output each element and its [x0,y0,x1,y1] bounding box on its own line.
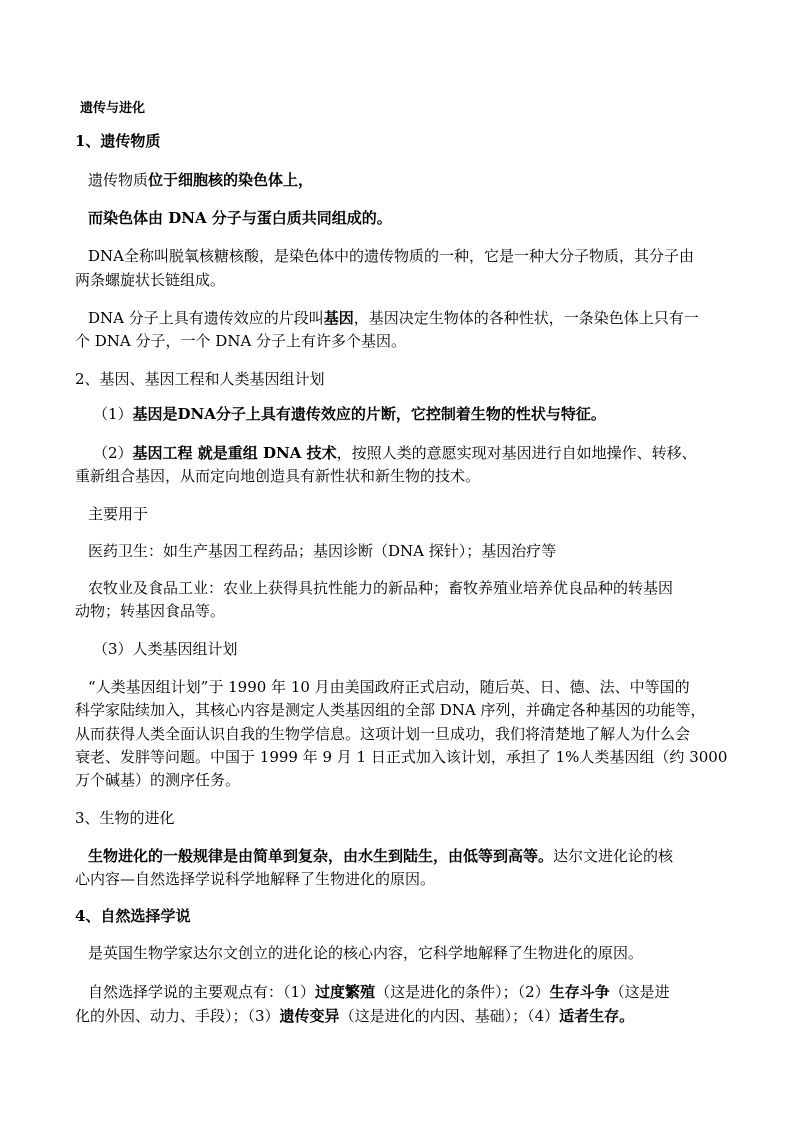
s2-hgp-line-4: 衰老、发胖等问题。中国于 1999 年 9 月 1 日正式加入该计划，承担了 1%人类基因组（约 3000 [75,748,728,766]
s1-paragraph-4-line-2: 个 DNA 分子，一个 DNA 分子上有许多个基因。 [75,332,407,350]
doc-title: 遗传与进化 [80,101,146,116]
s4-paragraph-2-line-1: 自然选择学说的主要观点有：（1）过度繁殖（这是进化的条件）；（2）生存斗争（这是进 [88,983,670,1001]
s2-hgp-line-5: 万个碱基）的测序任务。 [75,771,241,789]
s2-hgp-line-1: “人类基因组计划”于 1990 年 10 月由美国政府正式启动，随后英、日、德、法、中等国的 [88,678,690,696]
s1-paragraph-3-line-2: 两条螺旋状长链组成。 [75,271,226,289]
s2-item-2-line-2: 重新组合基因，从而定向地创造具有新性状和新生物的技术。 [75,467,481,485]
section-1-heading: 1、遗传物质 [75,132,161,150]
s2-use-2-line-2: 动物；转基因食品等。 [75,602,226,620]
s2-item-3: （3）人类基因组计划 [93,640,238,658]
s1-paragraph-4-line-1: DNA 分子上具有遗传效应的片段叫基因，基因决定生物体的各种性状，一条染色体上只有一 [88,309,699,327]
s3-paragraph-line-2: 心内容—自然选择学说科学地解释了生物进化的原因。 [75,870,436,888]
s1-paragraph-2: 而染色体由 DNA 分子与蛋白质共同组成的。 [88,209,392,227]
s1-paragraph-1: 遗传物质位于细胞核的染色体上， [88,171,314,189]
s1-paragraph-3-line-1: DNA全称叫脱氧核糖核酸，是染色体中的遗传物质的一种，它是一种大分子物质，其分子由 [88,247,694,265]
s2-hgp-line-3: 从而获得人类全面认识自我的生物学信息。这项计划一旦成功，我们将清楚地了解人为什么会 [75,725,691,743]
s2-item-1: （1）基因是DNA分子上具有遗传效应的片断，它控制着生物的性状与特征。 [93,405,606,423]
s2-hgp-line-2: 科学家陆续加入，其核心内容是测定人类基因组的全部 DNA 序列，并确定各种基因的功能等， [75,701,706,719]
section-3-heading: 3、生物的进化 [75,809,175,827]
section-4-heading: 4、自然选择学说 [75,907,191,925]
s2-item-2-line-1: （2）基因工程 就是重组 DNA 技术，按照人类的意愿实现对基因进行自如地操作、转移、 [93,444,697,462]
s4-paragraph-1: 是英国生物学家达尔文创立的进化论的核心内容，它科学地解释了生物进化的原因。 [88,944,644,962]
s3-paragraph-line-1: 生物进化的一般规律是由简单到复杂，由水生到陆生，由低等到高等。达尔文进化论的核 [88,847,674,865]
s2-use-1: 医药卫生：如生产基因工程药品；基因诊断（DNA 探针）；基因治疗等 [88,542,557,560]
section-2-heading: 2、基因、基因工程和人类基因组计划 [75,370,325,388]
s2-use-2-line-1: 农牧业及食品工业：农业上获得具抗性能力的新品种；畜牧养殖业培养优良品种的转基因 [88,579,674,597]
s2-uses-label: 主要用于 [88,505,149,523]
s4-paragraph-2-line-2: 化的外因、动力、手段）；（3）遗传变异（这是进化的内因、基础）；（4）适者生存。 [75,1007,635,1025]
